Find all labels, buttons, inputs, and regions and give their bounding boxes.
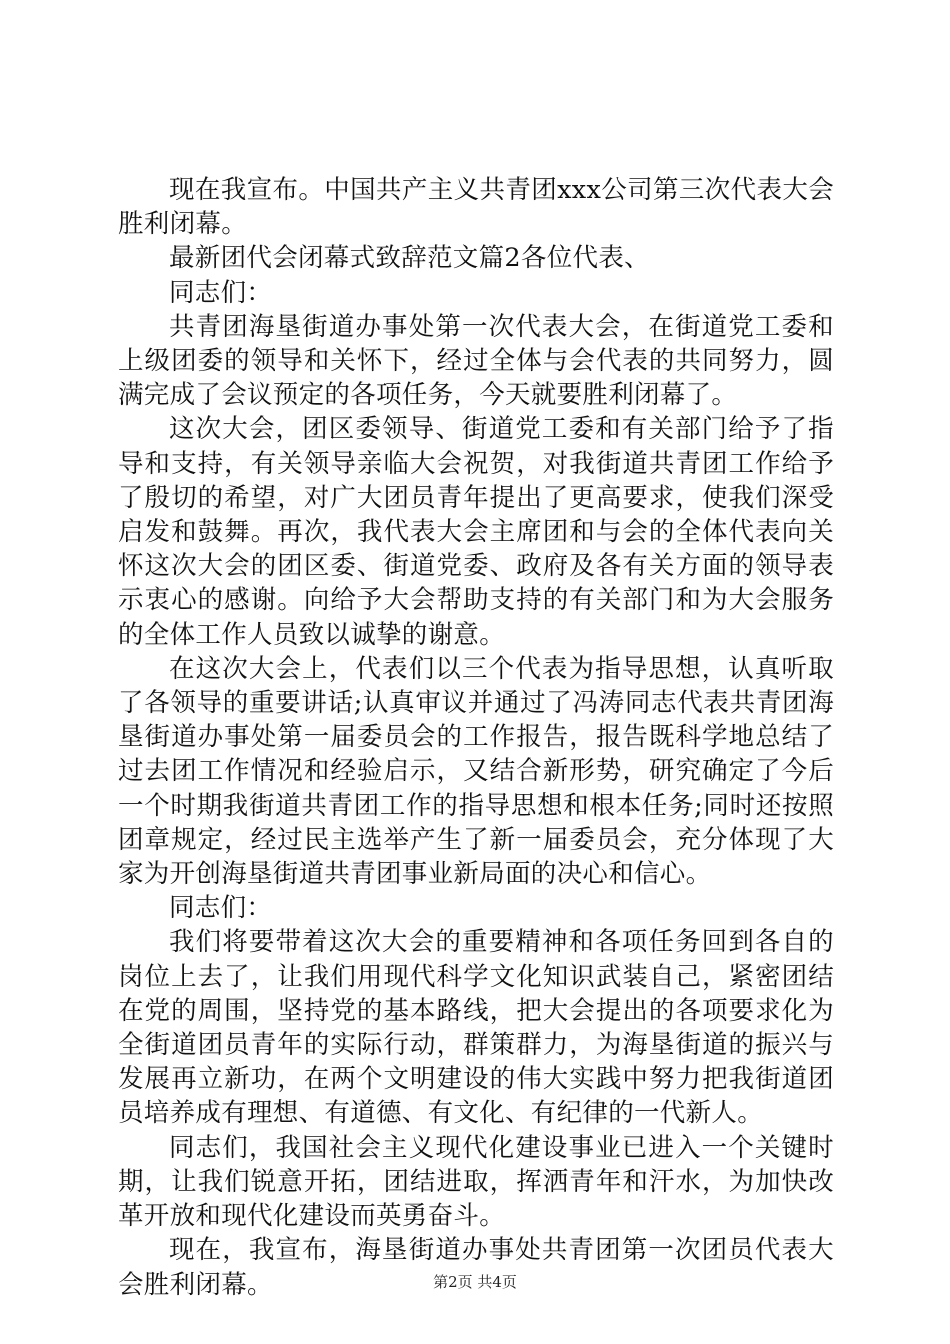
paragraph: 在这次大会上，代表们以三个代表为指导思想，认真听取了各领导的重要讲话;认真审议并通过了冯涛同志代表共青团海垦街道办事处第一届委员会的工作报告，报告既科学地总结了过去团工作情况和经验启示，又结合新形势，研究确定了今后一个时期我街道共青团工作的指导思想和根本任务;同时还按照团章规定，经过民主选举产生了新一届委员会，充分体现了大家为开创海垦街道共青团事业新局面的决心和信心。 bbox=[118, 653, 834, 890]
paragraph: 最新团代会闭幕式致辞范文篇2各位代表、 bbox=[169, 243, 650, 274]
paragraph: 我们将要带着这次大会的重要精神和各项任务回到各自的岗位上去了，让我们用现代科学文化知识武装自己，紧密团结在党的周围，坚持党的基本路线，把大会提出的各项要求化为全街道团员青年的实际行动，群策群力，为海垦街道的振兴与发展再立新功，在两个文明建设的伟大实践中努力把我街道团员培养成有理想、有道德、有文化、有纪律的一代新人。 bbox=[118, 927, 834, 1129]
paragraph: 同志们： bbox=[169, 277, 273, 308]
page-number-footer: 第2页 共4页 bbox=[433, 1273, 517, 1291]
paragraph: 这次大会，团区委领导、街道党工委和有关部门给予了指导和支持，有关领导亲临大会祝贺，对我街道共青团工作给予了殷切的希望，对广大团员青年提出了更高要求，使我们深受启发和鼓舞。再次，我代表大会主席团和与会的全体代表向关怀这次大会的团区委、街道党委、政府及各有关方面的领导表示衷心的感谢。向给予大会帮助支持的有关部门和为大会服务的全体工作人员致以诚挚的谢意。 bbox=[118, 414, 834, 650]
document-body bbox=[118, 173, 834, 1302]
paragraph: 同志们： bbox=[169, 893, 273, 924]
paragraph: 现在我宣布。中国共产主义共青团xxx公司第三次代表大会胜利闭幕。 bbox=[118, 175, 834, 240]
paragraph: 同志们，我国社会主义现代化建设事业已进入一个关键时期，让我们锐意开拓，团结进取，挥洒青年和汗水，为加快改革开放和现代化建设而英勇奋斗。 bbox=[118, 1132, 834, 1232]
paragraph: 现在，我宣布，海垦街道办事处共青团第一次团员代表大会胜利闭幕。 bbox=[118, 1235, 834, 1300]
paragraph: 共青团海垦街道办事处第一次代表大会，在街道党工委和上级团委的领导和关怀下，经过全体与会代表的共同努力，圆满完成了会议预定的各项任务，今天就要胜利闭幕了。 bbox=[118, 311, 834, 411]
